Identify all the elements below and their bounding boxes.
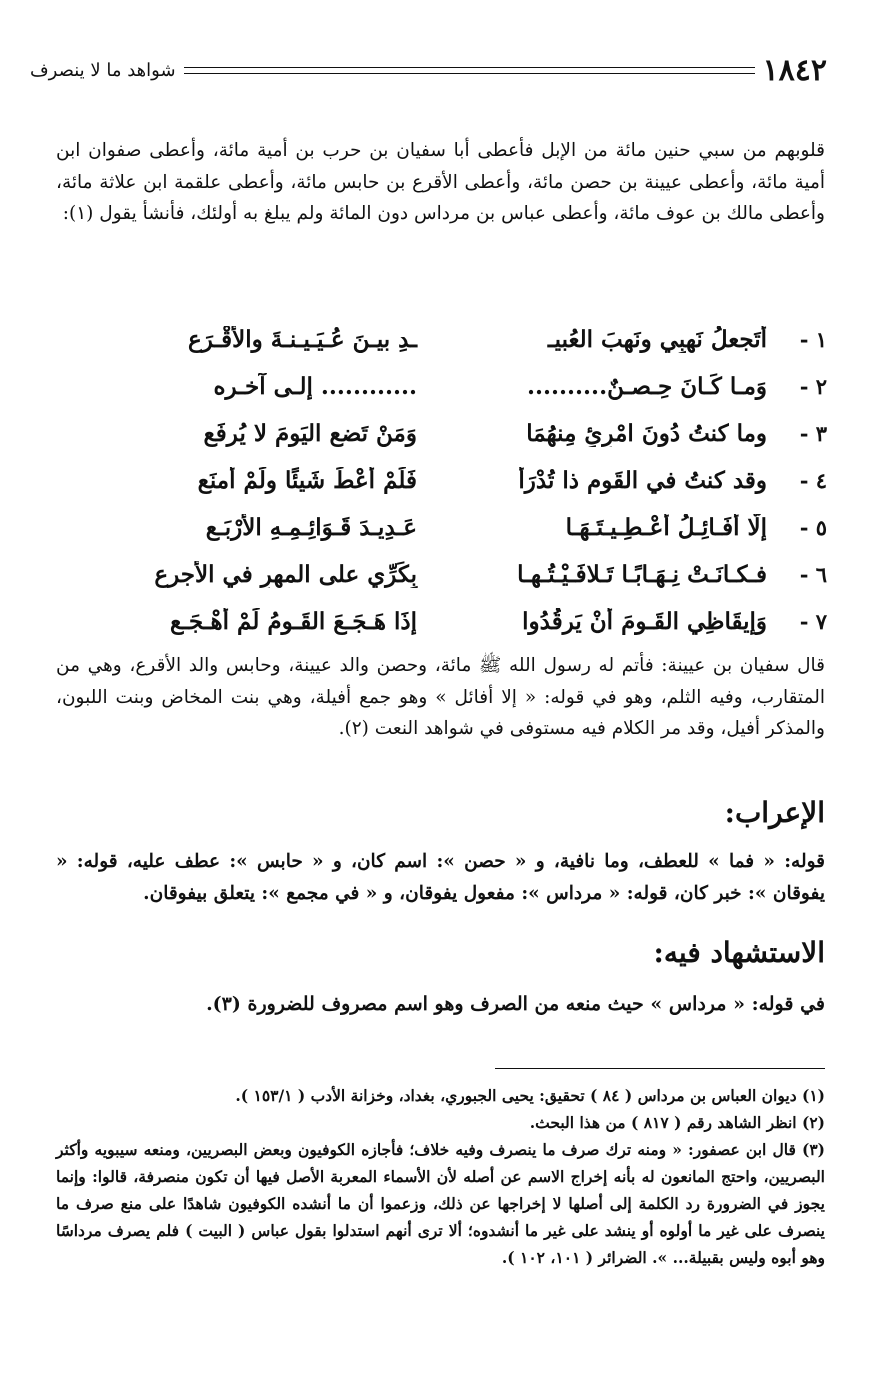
footnote: (٣) قال ابن عصفور: « ومنه ترك صرف ما ينصرف وفيه خلاف؛ فأجازه الكوفيون وبعض البصريين، ومنعه سيبويه وأكثر البصريين، واحتج المانعون له بأنه إخراج الاسم عن أصله لأن الأسماء المعربة الأصل فيها أن تكون منصرفة، قالوا: وإنما يجوز في الضرورة رد الكلمة إلى أصلها لا إخراجها عن ذلك، وزعموا أن ما أنشده الكوفيون شاهدًا على منع صرف ما ينصرف على غير ما أولوه أو ينشد على غير ما أنشدوه؛ ألا ترى أنهم استدلوا بقول عباس ( البيت ) فلم يصرف مرداسًا وهو أبوه وليس بقبيلة... ». الضرائر ( ١٠١، ١٠٢ ).	[56, 1140, 825, 1267]
verse-second-hemistich: ـدِ بيـنَ عُـيَـيـنـةَ والأقْـرَعِ	[187, 326, 417, 353]
verse-first-hemistich: وَإيقَاظِي القَـومَ أنْ يَرقُدُوا	[522, 608, 767, 635]
verse-line	[60, 598, 827, 645]
commentary-paragraph: قال سفيان بن عيينة: فأتم له رسول الله ﷺ مائة، وحصن والد عيينة، وحابس والد الأقرع، وهي من المتقارب، وفيه الثلم، وهو في قوله: « إلا أفائل » وهو جمع أفيلة، وهي بنت المخاض وبنت اللبون، والمذكر أفيل، وقد مر الكلام فيه مستوفى في شواهد النعت (٢).	[56, 655, 825, 739]
verse-first-hemistich: وما كنتُ دُونَ امْرِئٍ مِنهُمَا	[526, 420, 767, 447]
verse-line	[60, 316, 827, 363]
verse-number: ٢ -	[799, 374, 827, 399]
page-number: ١٨٤٢	[762, 52, 827, 88]
verse-number: ١ -	[799, 327, 827, 352]
verse-second-hemistich: عَـدِيـدَ قَـوَائِـمِـهِ الأَرْبَـعِ	[205, 514, 417, 541]
running-title: شواهد ما لا ينصرف	[30, 59, 176, 81]
poem-verses	[60, 316, 827, 645]
verse-number: ٤ -	[799, 468, 827, 493]
verse-second-hemistich: بِكَرِّي على المهرِ في الأجرعِ	[154, 561, 417, 588]
footnote-separator	[495, 1068, 825, 1069]
verse-line	[60, 504, 827, 551]
verse-first-hemistich: وقد كنتُ في القَومِ ذا تُدْرَأ	[518, 467, 767, 494]
verse-number: ٧ -	[799, 609, 827, 634]
header-double-rule	[184, 67, 755, 74]
verse-first-hemistich: إلَّا أَفَـائِـلُ أُعْـطِـيـتَـهَـا	[565, 514, 767, 541]
footnotes	[56, 1082, 825, 1271]
footnote: (١) ديوان العباس بن مرداس ( ٨٤ ) تحقيق: يحيى الجبوري، بغداد، وخزانة الأدب ( ١٥٣/١ ).	[235, 1086, 825, 1105]
iraab-paragraph: قوله: « فما » للعطف، وما نافية، و « حصن »: اسم كان، و « حابس »: عطف عليه، قوله: « يفوقان »: خبر كان، قوله: « مرداس »: مفعول يفوقان، و « في مجمع »: يتعلق بيفوقان.	[56, 851, 825, 904]
istishhad-paragraph: في قوله: « مرداس » حيث منعه من الصرف وهو اسم مصروف للضرورة (٣).	[206, 993, 825, 1015]
verse-line	[60, 410, 827, 457]
page-header	[30, 52, 827, 88]
verse-line	[60, 457, 827, 504]
verse-line	[60, 363, 827, 410]
verse-second-hemistich: وَمَنْ تَضعِ اليَومَ لا يُرفَعِ	[203, 420, 417, 447]
iraab-heading: الإعراب:	[724, 796, 825, 829]
istishhad-heading: الاستشهاد فيه:	[653, 936, 825, 969]
verse-number: ٥ -	[799, 515, 827, 540]
footnote: (٢) انظر الشاهد رقم ( ٨١٧ ) من هذا البحث.	[529, 1113, 825, 1132]
verse-number: ٦ -	[799, 562, 827, 587]
intro-paragraph: قلوبهم من سبي حنين مائة من الإبل فأعطى أبا سفيان بن حرب بن أمية مائة، وأعطى صفوان ابن أمية مائة، وأعطى عيينة بن حصن مائة، وأعطى الأقرع بن حابس مائة، وأعطى علقمة ابن علاثة مائة، وأعطى مالك بن عوف مائة، وأعطى عباس بن مرداس دون المائة ولم يبلغ به أولئك، فأنشأ يقول (١):	[56, 140, 825, 224]
verse-first-hemistich: أَتَجعلُ نَهبِي ونَهبَ العُبيـ	[547, 326, 767, 353]
verse-second-hemistich: إذَا هَـجَـعَ القَـومُ لَمْ أَهْـجَـعِ	[169, 608, 417, 635]
verse-first-hemistich: وَمـا كَـانَ حِـصـنٌ..........	[527, 373, 767, 400]
verse-line	[60, 551, 827, 598]
verse-first-hemistich: فـكـانَـتْ نِـهَـابًـا تَـلافَـيْـتُـهـا	[517, 561, 767, 588]
verse-second-hemistich: ............ إلـى آخـره	[213, 373, 417, 400]
verse-second-hemistich: فَلَمْ أُعْطَ شَيئًا ولَمْ أُمنَعِ	[197, 467, 417, 494]
verse-number: ٣ -	[799, 421, 827, 446]
